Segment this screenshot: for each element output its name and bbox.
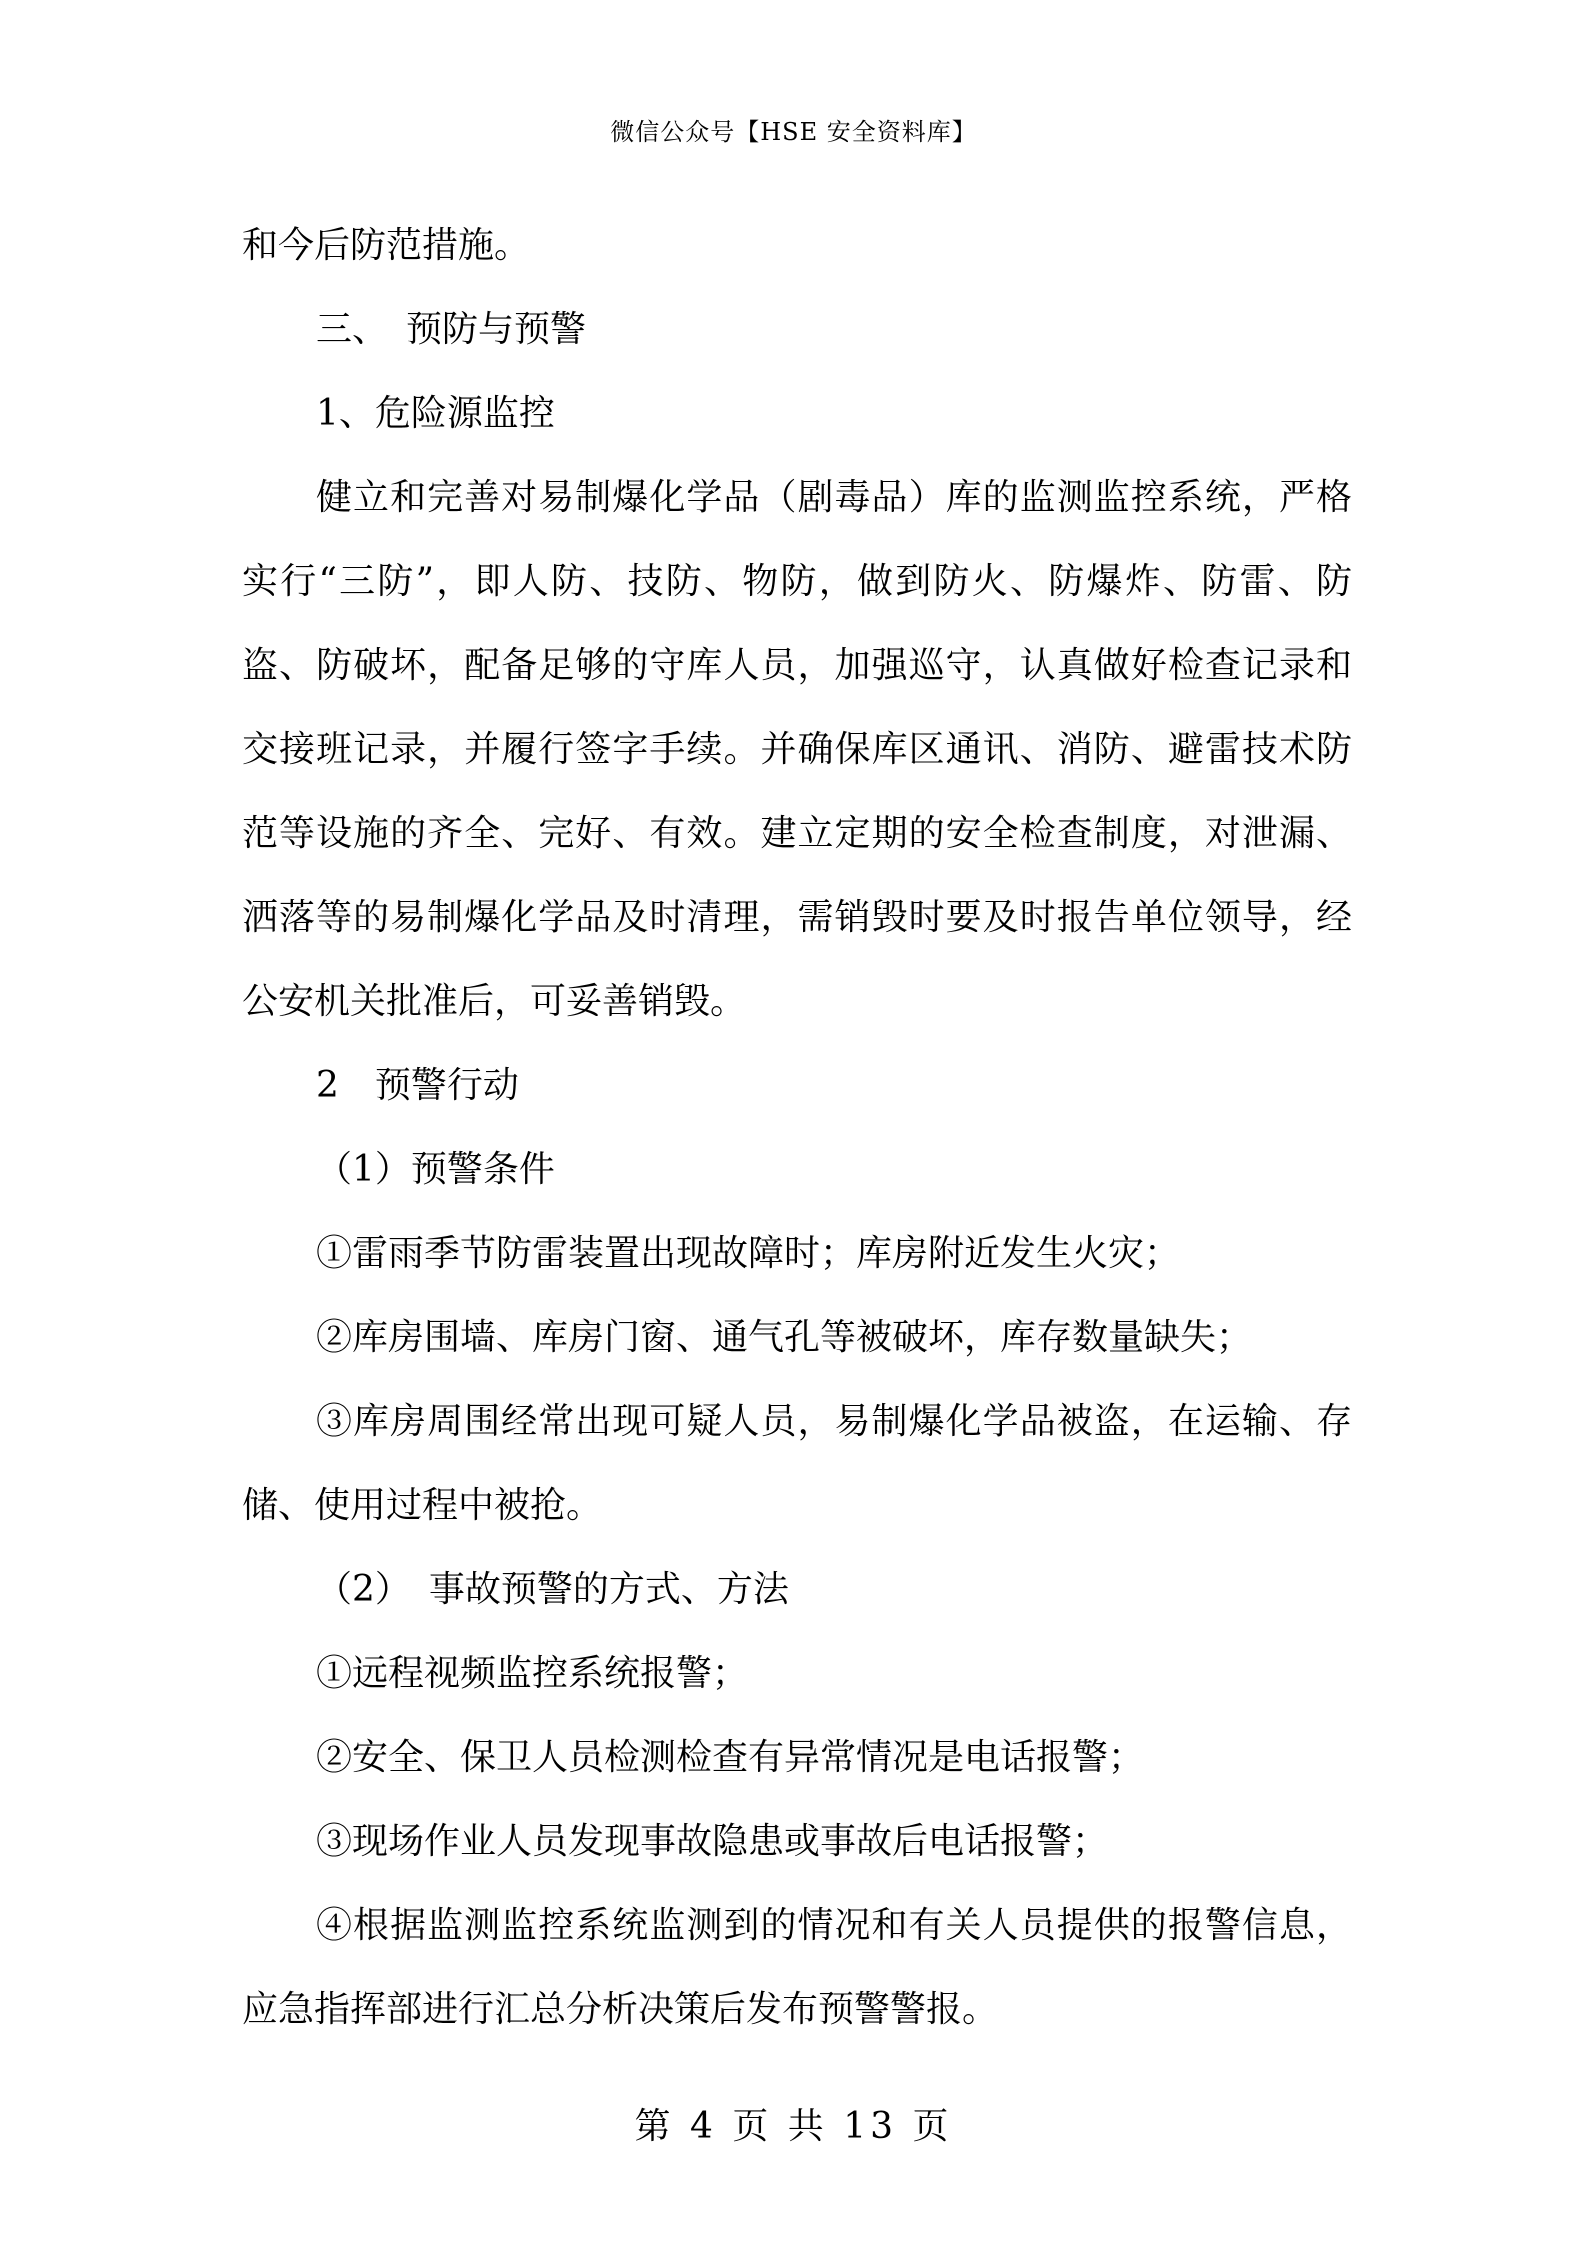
list-item-condition-3: ③库房周围经常出现可疑人员，易制爆化学品被盗，在运输、存储、使用过程中被抢。 (242, 1401, 1352, 1526)
document-body (242, 204, 1352, 2052)
item-heading-warning-methods: （2） 事故预警的方式、方法 (316, 1569, 789, 1610)
paragraph-monitoring-system: 健立和完善对易制爆化学品（剧毒品）库的监测监控系统，严格实行“三防”，即人防、技防、物防，做到防火、防爆炸、防雷、防盗、防破坏，配备足够的守库人员，加强巡守，认真做好检查记录和交接班记录，并履行签字手续。并确保库区通讯、消防、避雷技术防范等设施的齐全、完好、有效。建立定期的安全检查制度，对泄漏、洒落等的易制爆化学品及时清理，需销毁时要及时报告单位领导，经公安机关批准后，可妥善销毁。 (242, 477, 1352, 1022)
page-footer: 第 4 页 共 13 页 (634, 2106, 953, 2147)
section-heading-prevention: 三、 预防与预警 (316, 309, 587, 350)
list-item-method-3: ③现场作业人员发现事故隐患或事故后电话报警； (316, 1821, 1109, 1862)
list-item-method-1: ①远程视频监控系统报警； (316, 1653, 749, 1694)
paragraph-continuation: 和今后防范措施。 (242, 225, 531, 266)
item-heading-warning-conditions: （1）预警条件 (316, 1149, 555, 1190)
list-item-condition-1: ①雷雨季节防雷装置出现故障时；库房附近发生火灾； (316, 1233, 1181, 1274)
list-item-method-4: ④根据监测监控系统监测到的情况和有关人员提供的报警信息，应急指挥部进行汇总分析决策后发布预警警报。 (242, 1905, 1352, 2030)
subsection-heading-warning-action: 2 预警行动 (316, 1065, 519, 1106)
page-header: 微信公众号【HSE 安全资料库】 (610, 118, 977, 146)
list-item-method-2: ②安全、保卫人员检测检查有异常情况是电话报警； (316, 1737, 1145, 1778)
list-item-condition-2: ②库房围墙、库房门窗、通气孔等被破坏，库存数量缺失； (316, 1317, 1253, 1358)
subsection-heading-hazard-monitoring: 1、危险源监控 (316, 393, 555, 434)
